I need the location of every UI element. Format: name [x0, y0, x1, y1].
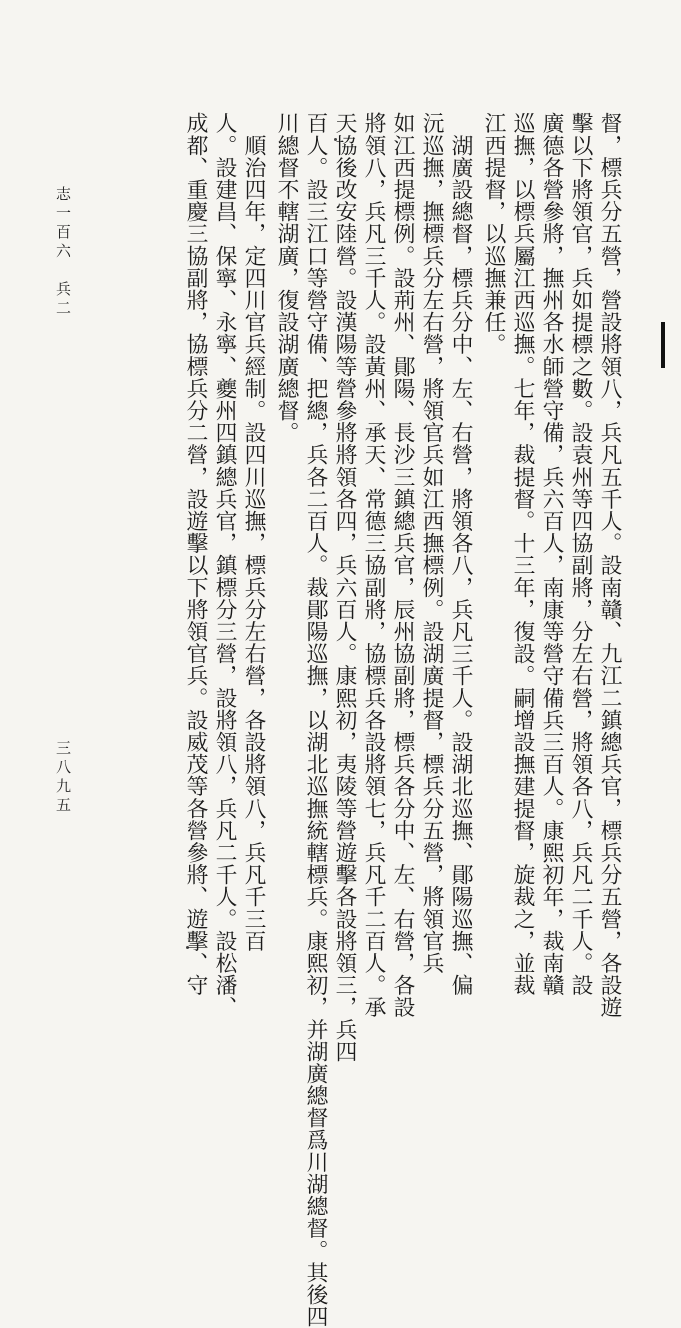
- text-column-3: 廣德各營參將，撫州各水師營守備，兵六百人，南康等營守備兵三百人。康熙初年，裁南贛: [539, 112, 564, 996]
- text-column-14: 人。設建昌、保寧、永寧、夔州四鎮總兵官，鎮標分三營，設將領八，兵凡二千人。設松潘、: [212, 112, 237, 1019]
- text-column-9: 將領八，兵凡三千人。設黃州、承天、常德三協副將，協標兵各設將領七，兵凡千二百人。承: [361, 112, 386, 1019]
- margin-mark: [661, 322, 665, 368]
- text-column-6: 湖廣設總督，標兵分中、左、右營，將領各八，兵凡三千人。設湖北巡撫、鄖陽巡撫、偏: [448, 112, 473, 996]
- text-column-15: 成都、重慶三協副將，協標兵分二營，設遊擊以下將領官兵。設威茂等各營參將、遊擊、守: [183, 112, 208, 996]
- page-number: 三八九五: [54, 740, 72, 816]
- text-column-1: 督，標兵分五營，營設將領八，兵凡五千人。設南贛、九江二鎮總兵官，標兵分五營，各設遊: [597, 112, 622, 1019]
- text-column-10: 天協後改安陸營。設漢陽等營參將將領各四，兵六百人。康熙初，夷陵等營遊擊各設將領三，兵四: [332, 112, 357, 1063]
- text-column-13: 順治四年，定四川官兵經制。設四川巡撫，標兵分左右營，各設將領八，兵凡千三百: [241, 112, 266, 952]
- running-header: 志一百六 兵二: [54, 186, 72, 319]
- text-column-4: 巡撫，以標兵屬江西巡撫。七年，裁提督。十三年，復設。嗣增設撫建提督，旋裁之，並裁: [510, 112, 535, 996]
- text-column-11: 百人。設三江口等營守備、把總，兵各二百人。裁鄖陽巡撫，以湖北巡撫統轄標兵。康熙初，并湖廣總督爲川湖總督。其後四: [303, 112, 328, 1328]
- text-column-2: 擊以下將領官，兵如提標之數。設袁州等四協副將，分左右營，將領各八，兵凡二千人。設: [568, 112, 593, 996]
- text-column-8: 如江西提標例。設荊州、鄖陽、長沙三鎮總兵官，辰州協副將，標兵各分中、左、右營，各設: [390, 112, 415, 1019]
- text-column-7: 沅巡撫，撫標兵分左右營，將領官兵如江西撫標例。設湖廣提督，標兵分五營，將領官兵: [419, 112, 444, 974]
- text-column-12: 川總督不轄湖廣，復設湖廣總督。: [274, 112, 299, 444]
- text-column-11-continuation: 并湖廣總督爲川湖總督。其後四: [303, 1018, 328, 1328]
- text-column-5: 江西提督，以巡撫兼任。: [481, 112, 506, 356]
